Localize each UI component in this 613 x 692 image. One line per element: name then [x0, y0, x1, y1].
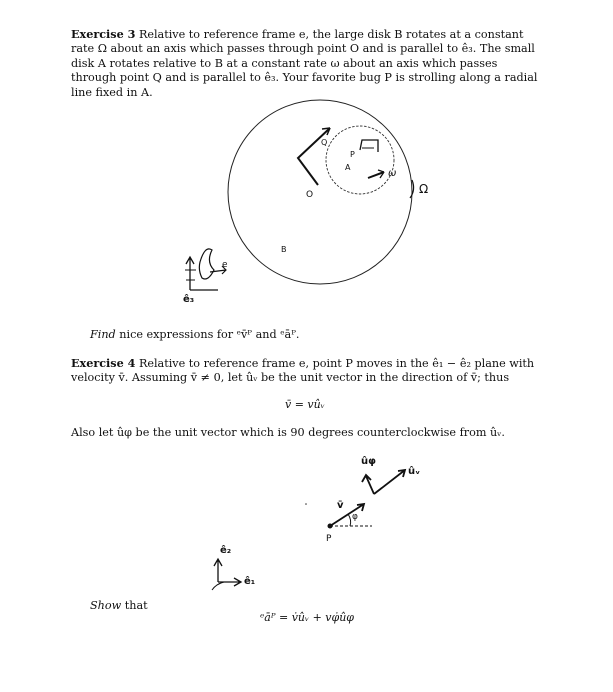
label-a: A	[345, 163, 351, 172]
velocity-vector	[330, 504, 364, 526]
equation-acceleration: ᵉāᴾ = v̇ûᵥ + vφ̇ûφ	[260, 611, 354, 624]
label-v: v̄	[337, 500, 344, 511]
label-e: e	[222, 260, 228, 270]
label-p: P	[326, 534, 332, 544]
label-u-v: ûᵥ	[408, 466, 421, 477]
label-alpha: P	[350, 150, 355, 159]
label-q: Q	[321, 138, 328, 147]
find-prefix: Find	[90, 328, 116, 341]
show-suffix: that	[124, 599, 148, 612]
exercise-4-title: Exercise 4	[71, 356, 136, 370]
equation-velocity: v̄ = vûᵥ	[285, 398, 325, 411]
label-o: O	[306, 190, 314, 200]
u-v-vector	[374, 470, 405, 494]
exercise-4-body: Relative to reference frame e, point P moves in the ê₁ − ê₂ plane with velocity v̄. Assuming v̄ ≠ 0, let ûᵥ be the unit vector in the direction of v̄; thus	[71, 357, 535, 385]
label-big-omega: Ω	[419, 182, 429, 196]
label-e1: ê₁	[244, 576, 256, 587]
u-phi-vector	[362, 475, 374, 494]
label-u-phi: ûφ	[361, 456, 376, 467]
also-sentence: Also let ûφ be the unit vector which is 90 degrees counterclockwise from ûᵥ.	[71, 426, 505, 439]
axes-e1-e2	[212, 559, 241, 590]
find-text: nice expressions for ᵉv̄ᴾ and ᵉāᴾ.	[119, 328, 300, 341]
label-e3: ê₃	[183, 294, 195, 305]
exercise-3-title: Exercise 3	[71, 27, 136, 41]
label-phi: φ	[352, 512, 358, 522]
exercise-3-body: Relative to reference frame e, the large disk B rotates at a constant rate Ω about an axis which passes through point O and is parallel to ê₃. The small disk A rotates relative to B at a constant rate ω about an axis which passes through point Q and is parallel to ê₃. Your favorite bug P is strolling along a radial line fixed in A.	[71, 28, 538, 99]
label-e2: ê₂	[220, 545, 232, 556]
label-b: B	[281, 245, 287, 254]
label-omega: ω	[388, 168, 397, 179]
show-prefix: Show	[90, 599, 122, 612]
